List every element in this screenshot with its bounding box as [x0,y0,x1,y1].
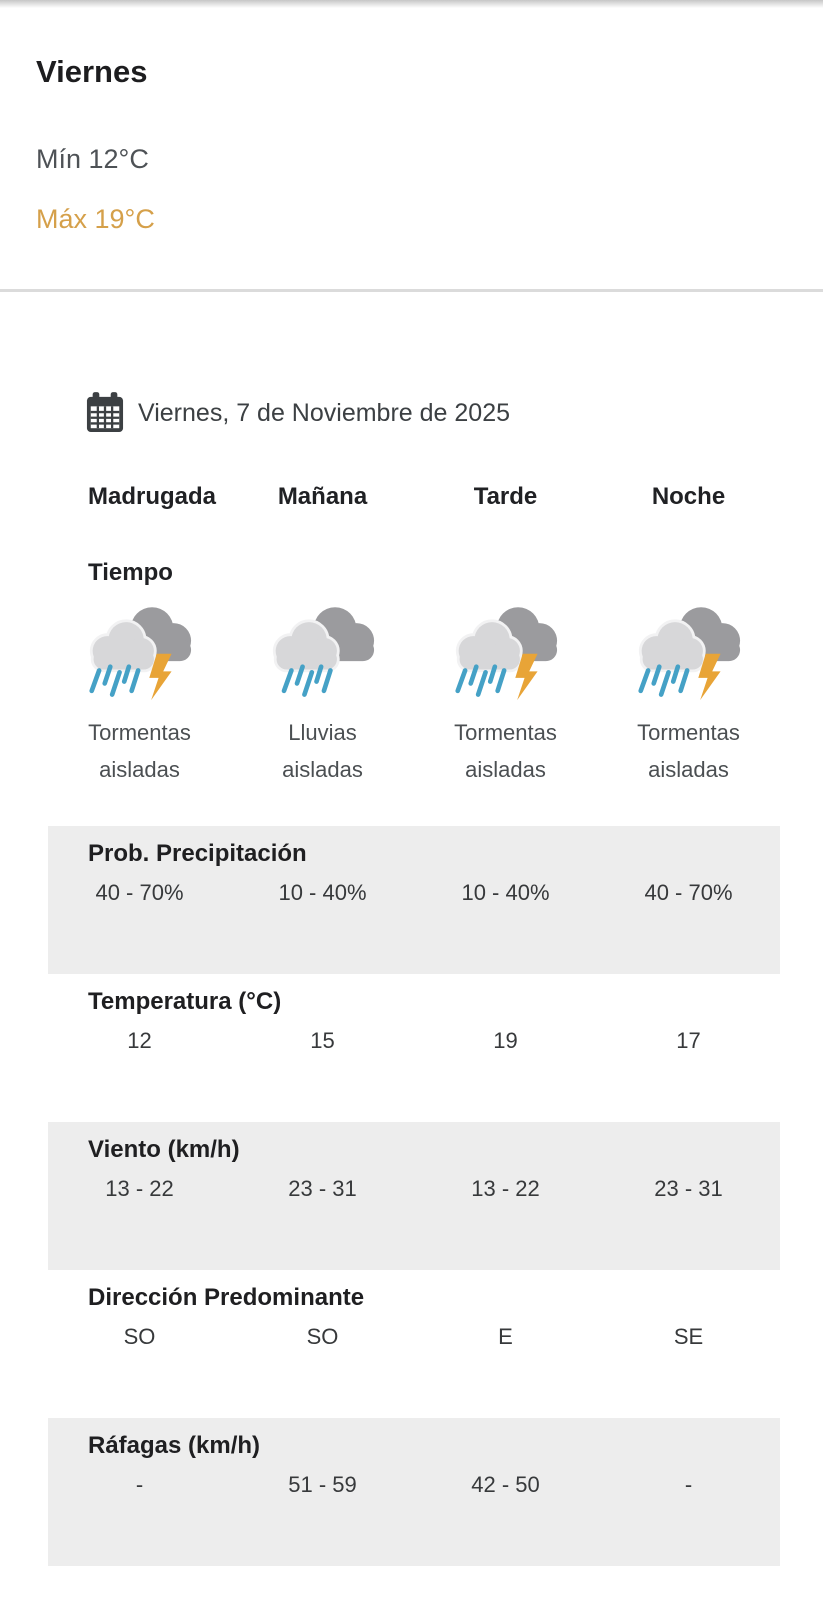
storm-rain-cloud-icon [414,598,597,702]
condition-labels-row [48,714,780,788]
row-heading: Ráfagas (km/h) [88,1432,261,1459]
row-values: 13 - 22 23 - 31 13 - 22 23 - 31 [105,1176,723,1201]
period-header-noche: Noche [651,483,726,510]
condition-icons-row [48,598,780,702]
period-header-manana: Mañana [277,483,368,510]
forecast-table [48,482,780,1566]
tiempo-heading: Tiempo [88,559,173,586]
row-rafagas [48,1418,780,1566]
storm-rain-cloud-icon [597,598,780,702]
condition-label: Tormentas aisladas [454,720,557,782]
condition-label: Tormentas aisladas [88,720,191,782]
condition-label: Tormentas aisladas [637,720,740,782]
period-header-tarde: Tarde [473,483,538,510]
period-header-madrugada: Madrugada [88,483,217,510]
max-temperature: Máx 19°C [36,204,155,234]
row-direccion [48,1270,780,1418]
forecast-detail [0,292,823,1566]
rain-cloud-icon [231,598,414,702]
day-title: Viernes [36,54,148,89]
row-heading: Temperatura (°C) [88,988,282,1015]
day-summary-card[interactable] [0,8,823,289]
row-viento [48,1122,780,1270]
forecast-date: Viernes, 7 de Noviembre de 2025 [138,398,510,427]
row-temperatura [48,974,780,1122]
storm-rain-cloud-icon [48,598,231,702]
top-shadow [0,0,823,8]
tiempo-section [48,558,780,788]
row-heading: Dirección Predominante [88,1284,365,1311]
row-values: SO SO E SE [123,1324,704,1349]
date-row [86,392,823,434]
min-temperature: Mín 12°C [36,144,149,174]
calendar-icon [86,392,124,434]
row-prob-precipitacion [48,826,780,974]
period-headers [48,482,780,512]
row-values: - 51 - 59 42 - 50 - [135,1472,693,1497]
row-heading: Viento (km/h) [88,1136,240,1163]
row-heading: Prob. Precipitación [88,840,307,867]
condition-label: Lluvias aisladas [282,720,363,782]
row-values: 12 15 19 17 [127,1028,701,1053]
row-values: 40 - 70% 10 - 40% 10 - 40% 40 - 70% [95,880,733,905]
